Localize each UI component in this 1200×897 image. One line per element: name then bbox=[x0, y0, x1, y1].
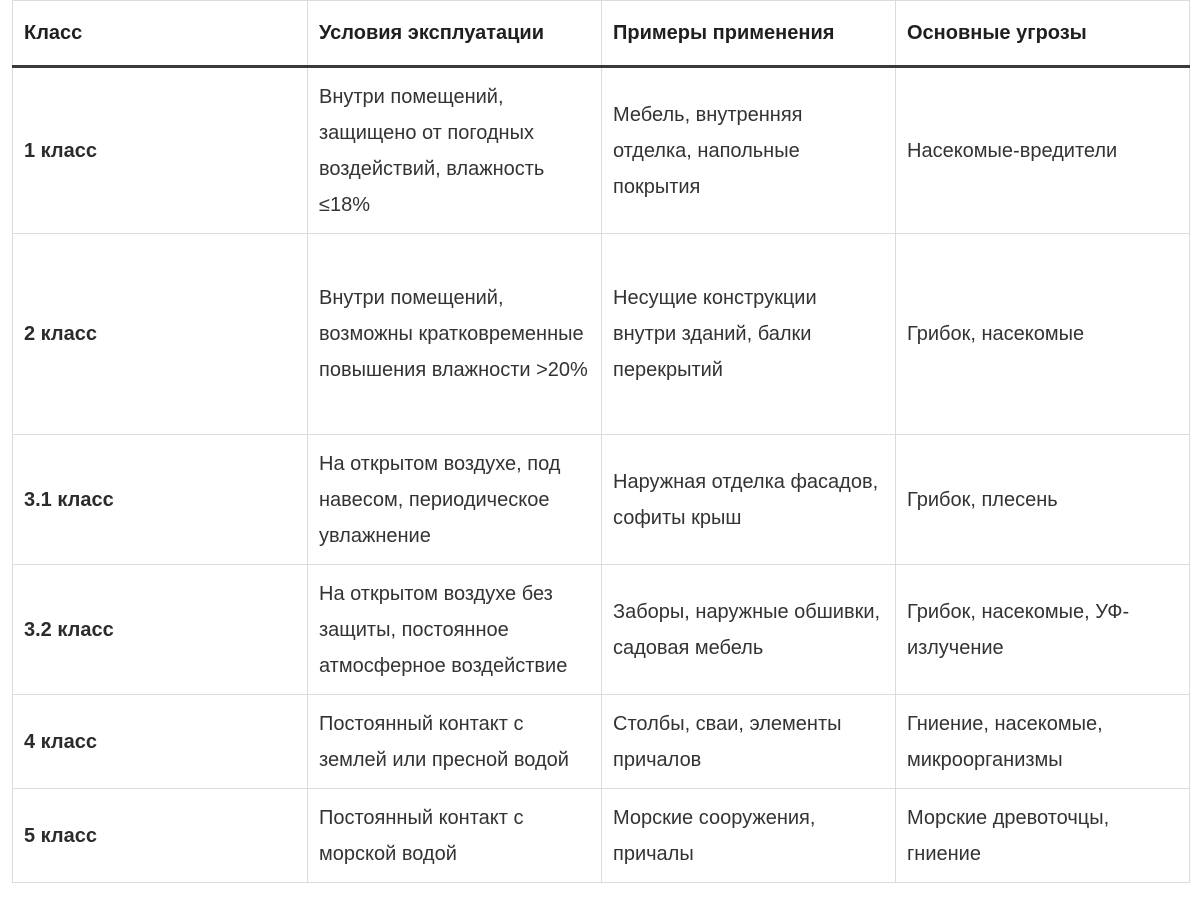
cell-threats: Гниение, насекомые, микроорганизмы bbox=[896, 695, 1190, 789]
table-row bbox=[13, 234, 1190, 435]
cell-conditions: Внутри помещений, защищено от погодных воздействий, влажность ≤18% bbox=[308, 67, 602, 234]
header-threats: Основные угрозы bbox=[896, 1, 1190, 67]
table-row bbox=[13, 435, 1190, 565]
table-row bbox=[13, 565, 1190, 695]
cell-conditions: На открытом воздухе, под навесом, периодическое увлажнение bbox=[308, 435, 602, 565]
header-conditions: Условия эксплуатации bbox=[308, 1, 602, 67]
table-body bbox=[13, 67, 1190, 883]
header-row bbox=[13, 1, 1190, 67]
table-row bbox=[13, 67, 1190, 234]
cell-threats: Грибок, плесень bbox=[896, 435, 1190, 565]
cell-examples: Несущие конструкции внутри зданий, балки перекрытий bbox=[602, 234, 896, 435]
cell-class: 1 класс bbox=[13, 67, 308, 234]
cell-examples: Наружная отделка фасадов, софиты крыш bbox=[602, 435, 896, 565]
cell-conditions: Постоянный контакт с морской водой bbox=[308, 789, 602, 883]
cell-class: 3.2 класс bbox=[13, 565, 308, 695]
header-class: Класс bbox=[13, 1, 308, 67]
wood-protection-classes-table bbox=[12, 0, 1190, 883]
cell-threats: Насекомые-вредители bbox=[896, 67, 1190, 234]
cell-threats: Грибок, насекомые bbox=[896, 234, 1190, 435]
cell-threats: Грибок, насекомые, УФ-излучение bbox=[896, 565, 1190, 695]
table-row bbox=[13, 695, 1190, 789]
table-header bbox=[13, 1, 1190, 67]
cell-class: 4 класс bbox=[13, 695, 308, 789]
cell-conditions: На открытом воздухе без защиты, постоянное атмосферное воздействие bbox=[308, 565, 602, 695]
cell-examples: Мебель, внутренняя отделка, напольные покрытия bbox=[602, 67, 896, 234]
cell-examples: Столбы, сваи, элементы причалов bbox=[602, 695, 896, 789]
cell-conditions: Внутри помещений, возможны кратковременные повышения влажности >20% bbox=[308, 234, 602, 435]
cell-conditions: Постоянный контакт с землей или пресной водой bbox=[308, 695, 602, 789]
table-row bbox=[13, 789, 1190, 883]
cell-class: 2 класс bbox=[13, 234, 308, 435]
cell-examples: Морские сооружения, причалы bbox=[602, 789, 896, 883]
cell-examples: Заборы, наружные обшивки, садовая мебель bbox=[602, 565, 896, 695]
cell-threats: Морские древоточцы, гниение bbox=[896, 789, 1190, 883]
table-container bbox=[12, 0, 1189, 883]
cell-class: 3.1 класс bbox=[13, 435, 308, 565]
cell-class: 5 класс bbox=[13, 789, 308, 883]
header-examples: Примеры применения bbox=[602, 1, 896, 67]
